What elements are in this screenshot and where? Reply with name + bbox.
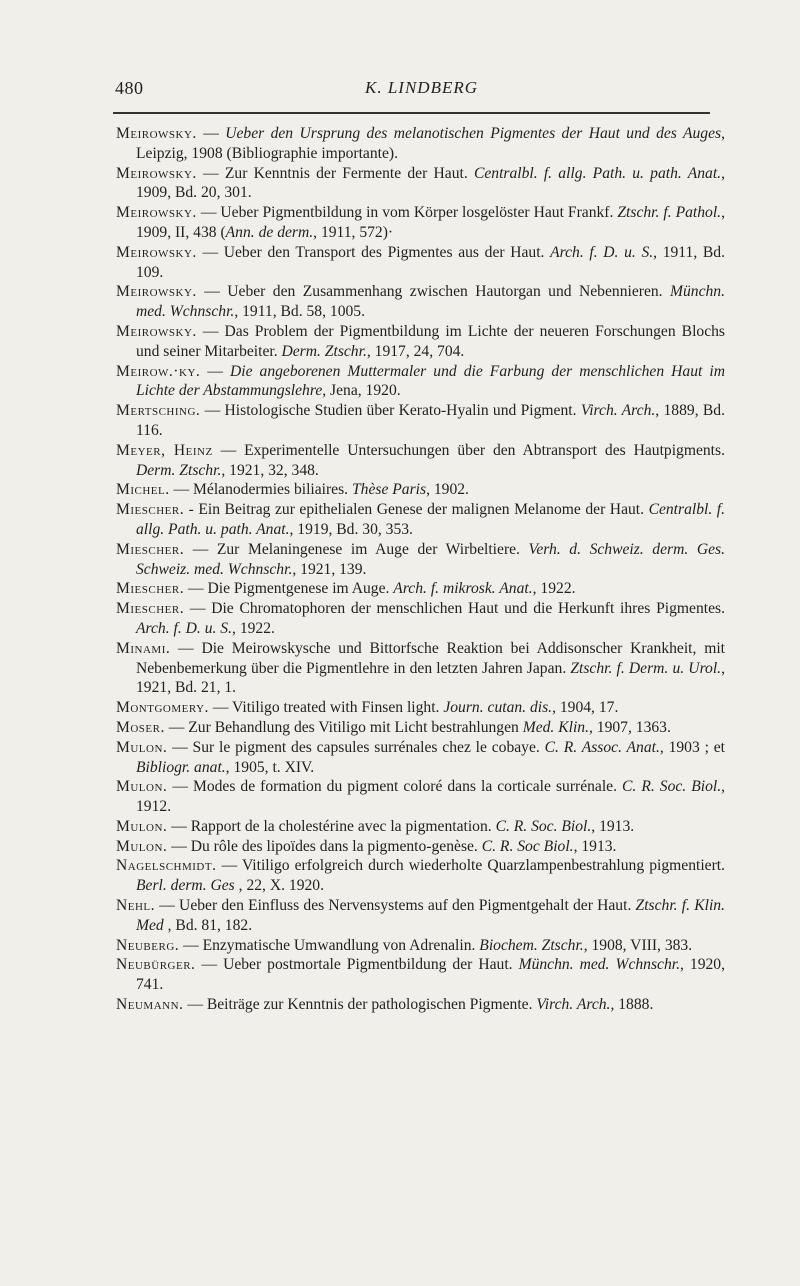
entry-text: , 1902. bbox=[426, 481, 469, 499]
entry-text: — bbox=[200, 362, 230, 380]
entry-source-title: Ztschr. f. Derm. u. Urol. bbox=[570, 659, 722, 677]
bibliography-entry bbox=[116, 936, 725, 956]
entry-text: , 1912. bbox=[136, 778, 725, 816]
entry-text: , 1909, Bd. 20, 301. bbox=[136, 164, 725, 202]
entry-source-title: Virch. Arch. bbox=[536, 996, 611, 1014]
bibliography-entry bbox=[116, 480, 725, 500]
entry-author: Neubürger. bbox=[116, 956, 196, 974]
entry-author: Meirowsky. bbox=[116, 125, 197, 142]
entry-author: Miescher. bbox=[116, 600, 185, 618]
bibliography-entry bbox=[116, 124, 725, 164]
entry-source-title: Die angeborenen Muttermaler und die Farbung der menschlichen Haut im Lichte der Abstammungslehre bbox=[136, 362, 725, 400]
entry-author: Mulon. bbox=[116, 837, 168, 855]
bibliography-entry bbox=[116, 282, 725, 322]
entry-text: , 1903 ; et bbox=[659, 738, 725, 756]
entry-text: , 1919, Bd. 30, 353. bbox=[289, 520, 413, 538]
entry-text: - Ein Beitrag zur epithelialen Genese der malignen Melanome der Haut. bbox=[184, 501, 649, 519]
entry-text: , 22, X. 1920. bbox=[234, 877, 324, 895]
entry-author: Meirowsky. bbox=[116, 164, 197, 182]
bibliography-entry bbox=[116, 441, 725, 481]
entry-text: , 1909, II, 438 ( bbox=[136, 204, 725, 241]
entry-source-title: Med. Klin. bbox=[522, 718, 589, 736]
entry-text: — Ueber den Zusammenhang zwischen Hautorgan und Nebennieren. bbox=[196, 283, 670, 301]
entry-author: Meyer, Heinz bbox=[116, 441, 213, 459]
entry-text: — Beiträge zur Kenntnis der pathologischen Pigmente. bbox=[183, 996, 537, 1014]
entry-author: Meirowsky. bbox=[116, 322, 197, 340]
entry-text: , 1904, 17. bbox=[552, 699, 619, 717]
entry-author: Mulon. bbox=[116, 738, 168, 756]
bibliography-entry bbox=[116, 203, 725, 243]
entry-text: — Ueber den Einfluss des Nervensystems auf den Pigmentgehalt der Haut. bbox=[155, 897, 636, 915]
entry-text: , 1921, 32, 348. bbox=[221, 461, 319, 479]
entry-author: Moser. bbox=[116, 718, 165, 736]
entry-source-title: Virch. Arch. bbox=[580, 402, 656, 420]
bibliography-entry bbox=[116, 817, 725, 837]
entry-text: , Leipzig, 1908 (Bibliographie importante). bbox=[136, 125, 726, 162]
entry-author: Montgomery. bbox=[116, 699, 209, 717]
entry-author: Minami. bbox=[116, 639, 171, 657]
entry-text: — Zur Kenntnis der Fermente der Haut. bbox=[196, 164, 474, 182]
entry-text: , 1913. bbox=[591, 817, 635, 835]
entry-text: — Experimentelle Untersuchungen über den Abtransport des Hautpigments. bbox=[212, 441, 725, 459]
entry-author: Miescher. bbox=[116, 580, 185, 598]
entry-text: — Die Chromatophoren der menschlichen Haut und die Herkunft ihres Pigmentes. bbox=[184, 600, 725, 618]
entry-author: Michel. bbox=[116, 481, 170, 499]
entry-text: , 1889, Bd. 116. bbox=[136, 402, 725, 439]
entry-source-title: C. R. Soc. Biol. bbox=[495, 817, 592, 835]
bibliography-entry bbox=[116, 540, 725, 580]
bibliography-entry bbox=[116, 599, 725, 639]
bibliography-entry bbox=[116, 500, 725, 540]
running-head: K. LINDBERG bbox=[365, 78, 478, 97]
entry-text: — Enzymatische Umwandlung von Adrenalin. bbox=[179, 936, 480, 954]
entry-source-title: Arch. f. mikrosk. Anat. bbox=[393, 580, 533, 598]
entry-text: — Vitiligo treated with Finsen light. bbox=[208, 699, 444, 717]
entry-text: , 1921, 139. bbox=[292, 560, 367, 578]
entry-text: , 1922. bbox=[532, 580, 576, 598]
entry-text: — Vitiligo erfolgreich durch wiederholte Quarzlampenbestrahlung pigmentiert. bbox=[216, 857, 725, 875]
entry-author: Nehl. bbox=[116, 897, 156, 915]
bibliography-entry bbox=[116, 738, 725, 778]
entry-author: Mulon. bbox=[116, 778, 168, 796]
entry-text: , 1913. bbox=[573, 837, 617, 855]
entry-text: — Mélanodermies biliaires. bbox=[169, 481, 352, 499]
entry-author: Mulon. bbox=[116, 817, 168, 835]
entry-author: Meirowsky. bbox=[116, 243, 197, 261]
entry-author: Neuberg. bbox=[116, 936, 180, 954]
entry-source-title: C. R. Assoc. Anat. bbox=[544, 738, 660, 756]
bibliography-entry bbox=[116, 322, 725, 362]
entry-text: , 1911, 572)· bbox=[313, 223, 394, 241]
entry-text: , 1908, VIII, 383. bbox=[583, 936, 693, 954]
entry-text: , Jena, 1920. bbox=[322, 382, 401, 400]
bibliography-entry bbox=[116, 639, 725, 698]
entry-source-title: Biochem. Ztschr. bbox=[479, 936, 584, 954]
bibliography-entry bbox=[116, 243, 725, 283]
entry-text: , Bd. 81, 182. bbox=[163, 916, 253, 934]
bibliography-list bbox=[116, 124, 725, 1015]
bibliography-entry bbox=[116, 401, 725, 441]
bibliography-entry bbox=[116, 164, 725, 204]
entry-source-title: Centralbl. f. allg. Path. u. path. Anat. bbox=[136, 501, 726, 538]
entry-text: — Die Pigmentgenese im Auge. bbox=[184, 580, 394, 598]
bibliography-entry bbox=[116, 362, 725, 402]
entry-text: — Die Meirowskysche und Bittorfsche Reaktion bei Addisonscher Krankheit, mit Nebenbemerkung über die Pigmentlehre in den letzten Jahren Japan. bbox=[136, 639, 725, 677]
bibliography-entry bbox=[116, 698, 725, 718]
bibliography-entry bbox=[116, 856, 725, 896]
entry-text: — Zur Behandlung des Vitiligo mit Licht bestrahlungen bbox=[164, 718, 523, 736]
entry-text: — Zur Melaningenese im Auge der Wirbeltiere. bbox=[184, 540, 529, 558]
entry-source-title: Berl. derm. Ges bbox=[136, 877, 235, 895]
entry-text: , 1922. bbox=[232, 619, 275, 637]
entry-author: Miescher. bbox=[116, 540, 185, 558]
header-rule bbox=[113, 112, 710, 114]
entry-text: , 1911, Bd. 58, 1005. bbox=[234, 303, 365, 321]
bibliography-entry bbox=[116, 777, 725, 817]
entry-source-title: Münchn. med. Wchnschr. bbox=[518, 956, 680, 974]
entry-source-title: Thèse Paris bbox=[351, 481, 427, 499]
entry-source-title: Ann. de derm. bbox=[225, 223, 314, 241]
entry-text: — Du rôle des lipoïdes dans la pigmento-genèse. bbox=[167, 837, 482, 855]
entry-source-title: Verh. d. Schweiz. derm. Ges. Schweiz. med. Wchnschr. bbox=[136, 540, 725, 578]
entry-text: — Das Problem der Pigmentbildung im Lichte der neueren Forschungen Blochs und seiner Mitarbeiter. bbox=[136, 322, 725, 360]
entry-source-title: Münchn. med. Wchnschr. bbox=[136, 283, 725, 321]
page-number: 480 bbox=[115, 78, 144, 98]
entry-source-title: Journ. cutan. dis. bbox=[443, 699, 553, 717]
entry-text: , 1905, t. XIV. bbox=[225, 758, 315, 776]
entry-author: Miescher. bbox=[116, 501, 185, 519]
entry-source-title: Derm. Ztschr. bbox=[136, 461, 222, 479]
entry-source-title: Bibliogr. anat. bbox=[136, 758, 226, 776]
entry-text: , 1907, 1363. bbox=[588, 718, 671, 736]
entry-author: Meirowsky. bbox=[116, 283, 197, 301]
entry-text: — Rapport de la cholestérine avec la pigmentation. bbox=[167, 817, 496, 835]
entry-text: — Ueber den Transport des Pigmentes aus der Haut. bbox=[196, 243, 551, 261]
entry-source-title: Arch. f. D. u. S. bbox=[550, 243, 654, 261]
bibliography-entry bbox=[116, 896, 725, 936]
entry-text: , 1911, Bd. 109. bbox=[136, 243, 725, 281]
bibliography-entry bbox=[116, 837, 725, 857]
entry-text: — Sur le pigment des capsules surrénales chez le cobaye. bbox=[167, 738, 545, 756]
entry-source-title: Ueber den Ursprung des melanotischen Pigmentes der Haut und des Auges bbox=[225, 125, 722, 142]
bibliography-entry bbox=[116, 995, 725, 1015]
entry-source-title: Arch. f. D. u. S. bbox=[136, 619, 233, 637]
entry-text: — Ueber postmortale Pigmentbildung der Haut. bbox=[195, 956, 519, 974]
entry-author: Meirowsky. bbox=[116, 204, 197, 222]
bibliography-entry bbox=[116, 955, 725, 995]
entry-text: — bbox=[196, 125, 226, 142]
entry-source-title: Ztschr. f. Pathol. bbox=[617, 204, 722, 222]
entry-text: , 1920, 741. bbox=[136, 956, 725, 994]
entry-source-title: Derm. Ztschr. bbox=[281, 342, 367, 360]
entry-source-title: C. R. Soc Biol. bbox=[481, 837, 574, 855]
entry-text: , 1921, Bd. 21, 1. bbox=[136, 659, 725, 697]
entry-text: , 1888. bbox=[610, 996, 654, 1014]
entry-author: Mertsching. bbox=[116, 402, 201, 420]
bibliography-entry bbox=[116, 579, 725, 599]
entry-author: Nagelschmidt. bbox=[116, 857, 217, 875]
entry-source-title: Ztschr. f. Klin. Med bbox=[136, 897, 725, 934]
entry-source-title: C. R. Soc. Biol. bbox=[622, 778, 722, 796]
entry-text: , 1917, 24, 704. bbox=[366, 342, 465, 360]
bibliography-entry bbox=[116, 718, 725, 738]
entry-author: Neumann. bbox=[116, 996, 184, 1014]
entry-source-title: Centralbl. f. allg. Path. u. path. Anat. bbox=[473, 164, 722, 182]
entry-text: — Ueber Pigmentbildung in vom Körper losgelöster Haut Frankf. bbox=[196, 204, 618, 222]
entry-text: — Modes de formation du pigment coloré dans la corticale surrénale. bbox=[167, 778, 623, 796]
entry-author: Meirow.·ky. bbox=[116, 362, 201, 380]
entry-text: — Histologische Studien über Kerato-Hyalin und Pigment. bbox=[200, 402, 581, 420]
